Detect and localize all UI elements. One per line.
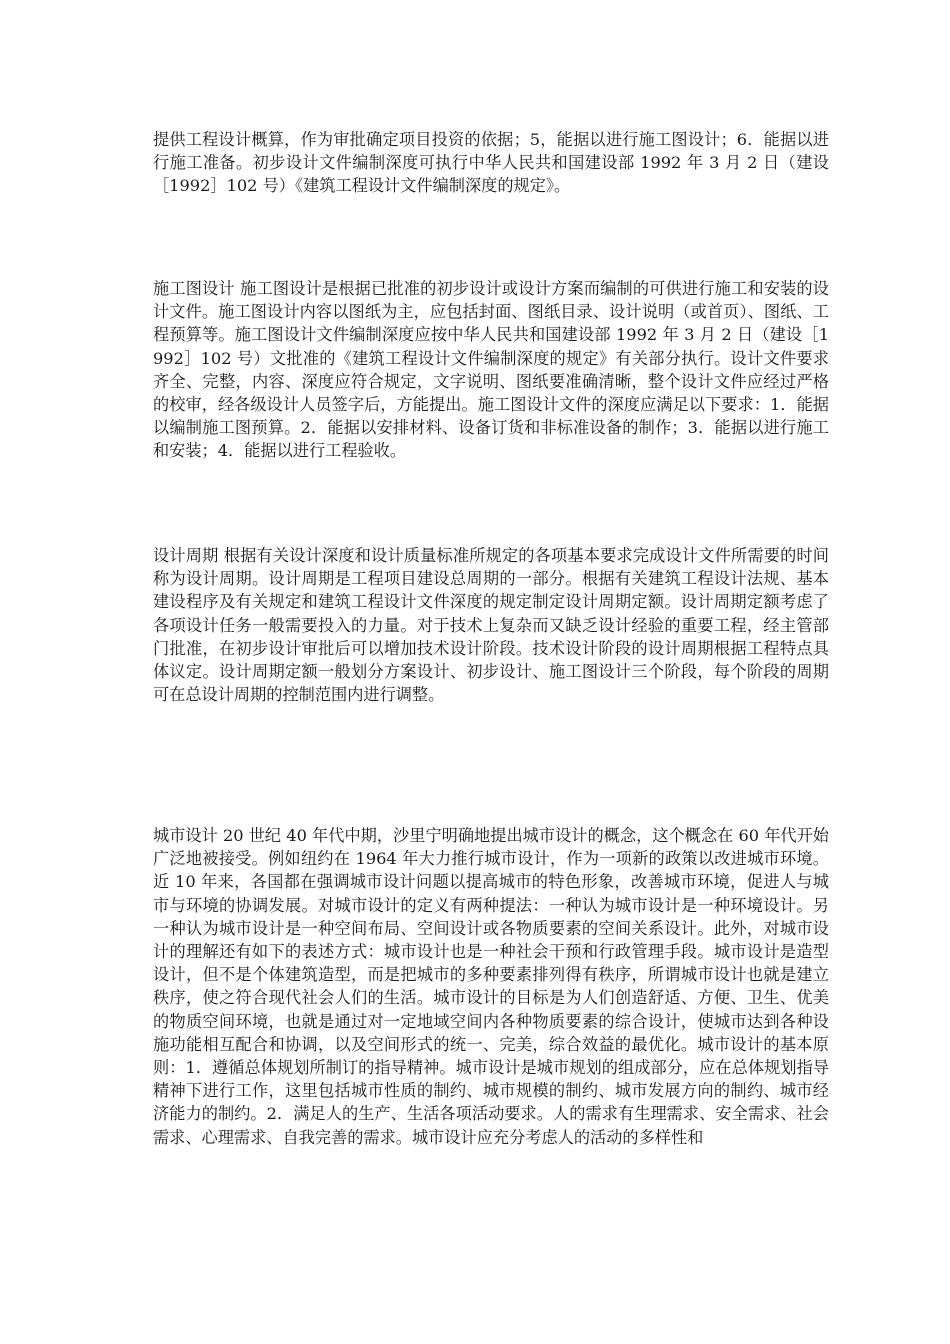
- paragraph-design-cycle: 设计周期 根据有关设计深度和设计质量标准所规定的各项基本要求完成设计文件所需要的时间称为设计周期。设计周期是工程项目建设总周期的一部分。根据有关建筑工程设计法规、基本建设程序及有关规定和建筑工程设计文件深度的规定制定设计周期定额。设计周期定额考虑了各项设计任务一般需要投入的力量。对于技术上复杂而又缺乏设计经验的重要工程，经主管部门批准，在初步设计审批后可以增加技术设计阶段。技术设计阶段的设计周期根据工程特点具体议定。设计周期定额一般划分方案设计、初步设计、施工图设计三个阶段，每个阶段的周期可在总设计周期的控制范围内进行调整。: [153, 546, 829, 705]
- paragraph-construction-drawing-design: 施工图设计 施工图设计是根据已批准的初步设计或设计方案而编制的可供进行施工和安装的设计文件。施工图设计内容以图纸为主，应包括封面、图纸目录、设计说明（或首页）、图纸、工程预算等。施工图设计文件编制深度应按中华人民共和国建设部 1992 年 3 月 2 日（建设［1992］102 号）文批准的《建筑工程设计文件编制深度的规定》有关部分执行。设计文件要求齐全、完整，内容、深度应符合规定，文字说明、图纸要准确清晰，整个设计文件应经过严格的校审，经各级设计人员签字后，方能提出。施工图设计文件的深度应满足以下要求：1．能据以编制施工图预算。2．能据以安排材料、设备订货和非标准设备的制作；3．能据以进行施工和安装；4．能据以进行工程验收。: [153, 279, 829, 461]
- paragraph-urban-design: 城市设计 20 世纪 40 年代中期，沙里宁明确地提出城市设计的概念，这个概念在 60 年代开始广泛地被接受。例如纽约在 1964 年大力推行城市设计，作为一项新的政策以改进城市环境。近 10 年来，各国都在强调城市设计问题以提高城市的特色形象，改善城市环境，促进人与城市与环境的协调发展。对城市设计的定义有两种提法：一种认为城市设计是一种环境设计。另一种认为城市设计是一种空间布局、空间设计或各物质要素的空间关系设计。此外，对城市设计的理解还有如下的表述方式：城市设计也是一种社会干预和行政管理手段。城市设计是造型设计，但不是个体建筑造型，而是把城市的多种要素排列得有秩序，所谓城市设计也就是建立秩序，使之符合现代社会人们的生活。城市设计的目标是为人们创造舒适、方便、卫生、优美的物质空间环境，也就是通过对一定地域空间内各种物质要素的综合设计，使城市达到各种设施功能相互配合和协调，以及空间形式的统一、完美，综合效益的最优化。城市设计的基本原则：1．遵循总体规划所制订的指导精神。城市设计是城市规划的组成部分，应在总体规划指导精神下进行工作，这里包括城市性质的制约、城市规模的制约、城市发展方向的制约、城市经济能力的制约。2．满足人的生产、生活各项活动要求。人的需求有生理需求、安全需求、社会需求、心理需求、自我完善的需求。城市设计应充分考虑人的活动的多样性和: [153, 826, 829, 1147]
- paragraph-preliminary-design-tail: 提供工程设计概算，作为审批确定项目投资的依据；5，能据以进行施工图设计；6．能据以进行施工准备。初步设计文件编制深度可执行中华人民共和国建设部 1992 年 3 月 2 日（建设［1992］102 号）《建筑工程设计文件编制深度的规定》。: [153, 130, 829, 196]
